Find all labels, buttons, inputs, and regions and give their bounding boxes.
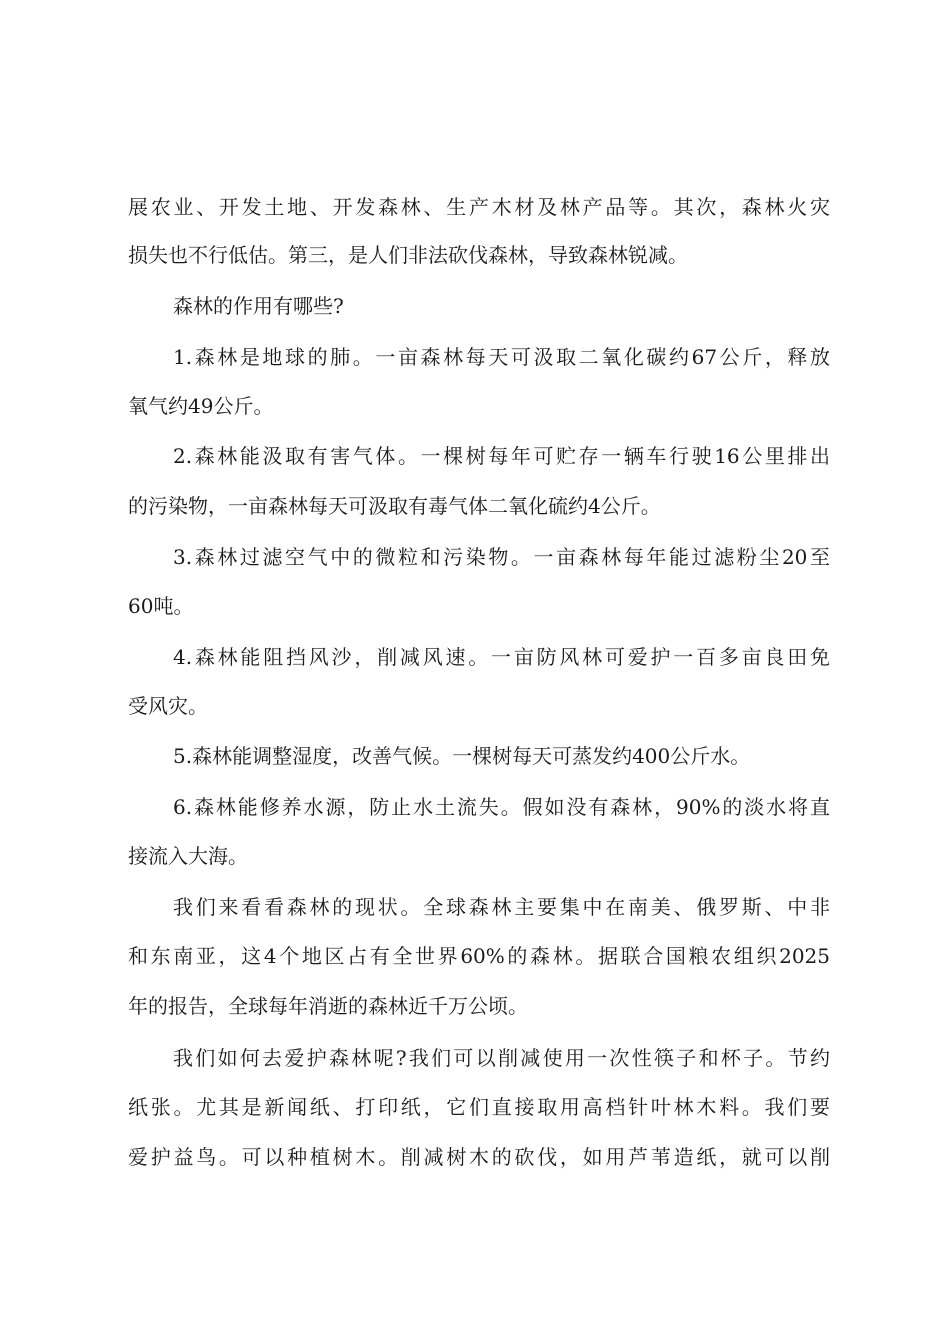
text-line-2: 损失也不行低估。第三，是人们非法砍伐森林，导致森林锐减。 bbox=[128, 243, 688, 267]
text-line-13: 6.森林能修养水源，防止水土流失。假如没有森林，90%的淡水将直 bbox=[173, 795, 830, 819]
text-line-11: 受风灾。 bbox=[128, 694, 208, 718]
text-line-1: 展农业、开发土地、开发森林、生产木材及林产品等。其次，森林火灾 bbox=[128, 195, 830, 219]
text-line-19: 纸张。尤其是新闻纸、打印纸，它们直接取用高档针叶林木料。我们要 bbox=[128, 1095, 830, 1119]
text-line-9: 60吨。 bbox=[128, 594, 194, 618]
text-line-14: 接流入大海。 bbox=[128, 844, 248, 868]
text-line-16: 和东南亚，这4个地区占有全世界60%的森林。据联合国粮农组织2025 bbox=[128, 944, 830, 968]
text-line-18: 我们如何去爱护森林呢?我们可以削减使用一次性筷子和杯子。节约 bbox=[173, 1046, 830, 1070]
text-line-15: 我们来看看森林的现状。全球森林主要集中在南美、俄罗斯、中非 bbox=[173, 895, 830, 919]
text-line-12: 5.森林能调整湿度，改善气候。一棵树每天可蒸发约400公斤水。 bbox=[173, 744, 751, 768]
text-line-7: 的污染物，一亩森林每天可汲取有毒气体二氧化硫约4公斤。 bbox=[128, 494, 661, 518]
text-line-17: 年的报告，全球每年消逝的森林近千万公顷。 bbox=[128, 994, 528, 1018]
section-question: 森林的作用有哪些? bbox=[173, 294, 344, 318]
text-line-6: 2.森林能汲取有害气体。一棵树每年可贮存一辆车行驶16公里排出 bbox=[173, 444, 830, 468]
text-line-4: 1.森林是地球的肺。一亩森林每天可汲取二氧化碳约67公斤，释放 bbox=[173, 345, 830, 369]
text-line-10: 4.森林能阻挡风沙，削减风速。一亩防风林可爱护一百多亩良田免 bbox=[173, 645, 830, 669]
text-line-5: 氧气约49公斤。 bbox=[128, 394, 274, 418]
text-line-8: 3.森林过滤空气中的微粒和污染物。一亩森林每年能过滤粉尘20至 bbox=[173, 545, 830, 569]
text-line-20: 爱护益鸟。可以种植树木。削减树木的砍伐，如用芦苇造纸，就可以削 bbox=[128, 1145, 830, 1169]
